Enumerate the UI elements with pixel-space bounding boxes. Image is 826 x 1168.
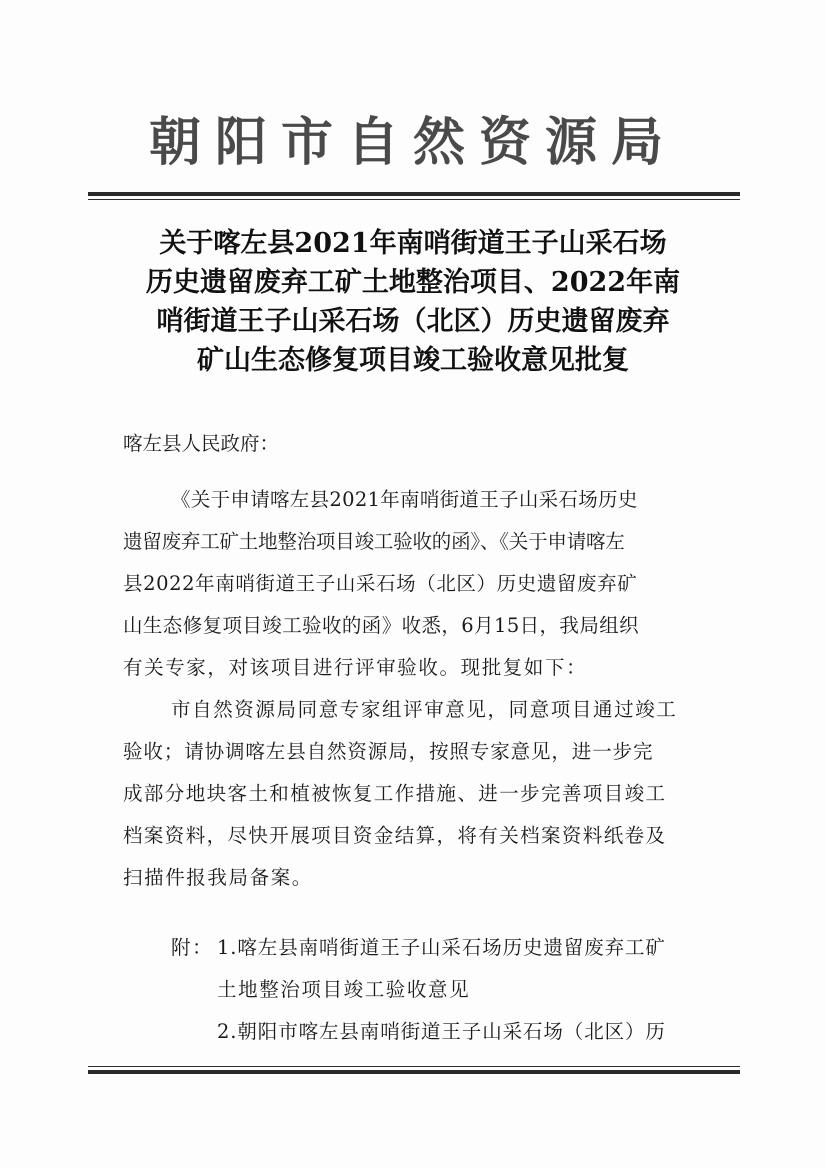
- title-line: 矿山生态修复项目竣工验收意见批复: [197, 345, 629, 376]
- attachment-item: 2.朝阳市喀左县南哨街道王子山采石场（北区）历: [217, 1020, 666, 1043]
- footer-rule-thick: [88, 1070, 740, 1074]
- paragraph-line: 山生态修复项目竣工验收的函》收悉，6月15日，我局组织: [123, 614, 640, 637]
- paragraph-line: 县2022年南哨街道王子山采石场（北区）历史遗留废弃矿: [123, 572, 638, 595]
- title-line: 历史遗留废弃工矿土地整治项目、2022年南: [145, 267, 681, 298]
- attachment-item: 1.喀左县南哨街道王子山采石场历史遗留废弃工矿: [217, 936, 666, 959]
- attachments-label: 附：: [171, 936, 214, 959]
- org-header-title: 朝阳市自然资源局: [148, 112, 677, 173]
- paragraph-line: 验收；请协调喀左县自然资源局，按照专家意见，进一步完: [123, 740, 654, 763]
- header-rule-thin: [88, 199, 740, 200]
- paragraph-line: 《关于申请喀左县2021年南哨街道王子山采石场历史: [171, 488, 638, 511]
- salutation: 喀左县人民政府：: [123, 432, 280, 455]
- paragraph-line: 扫描件报我局备案。: [123, 866, 313, 889]
- paragraph-line: 档案资料，尽快开展项目资金结算，将有关档案资料纸卷及: [123, 824, 667, 847]
- document-title: [110, 224, 716, 380]
- paragraph-line: 成部分地块客土和植被恢复工作措施、进一步完善项目竣工: [123, 782, 667, 805]
- paragraph-line: 市自然资源局同意专家组评审意见，同意项目通过竣工: [171, 698, 678, 721]
- header-rule-thick: [88, 192, 740, 196]
- footer-rule-thin: [88, 1066, 740, 1067]
- title-line: 哨街道王子山采石场（北区）历史遗留废弃: [156, 306, 670, 337]
- title-line: 关于喀左县2021年南哨街道王子山采石场: [159, 228, 667, 259]
- paragraph-line: 有关专家，对该项目进行评审验收。现批复如下：: [123, 656, 588, 679]
- paragraph-line: 遗留废弃工矿土地整治项目竣工验收的函》、《关于申请喀左: [123, 530, 625, 553]
- attachment-item: 土地整治项目竣工验收意见: [217, 978, 471, 1001]
